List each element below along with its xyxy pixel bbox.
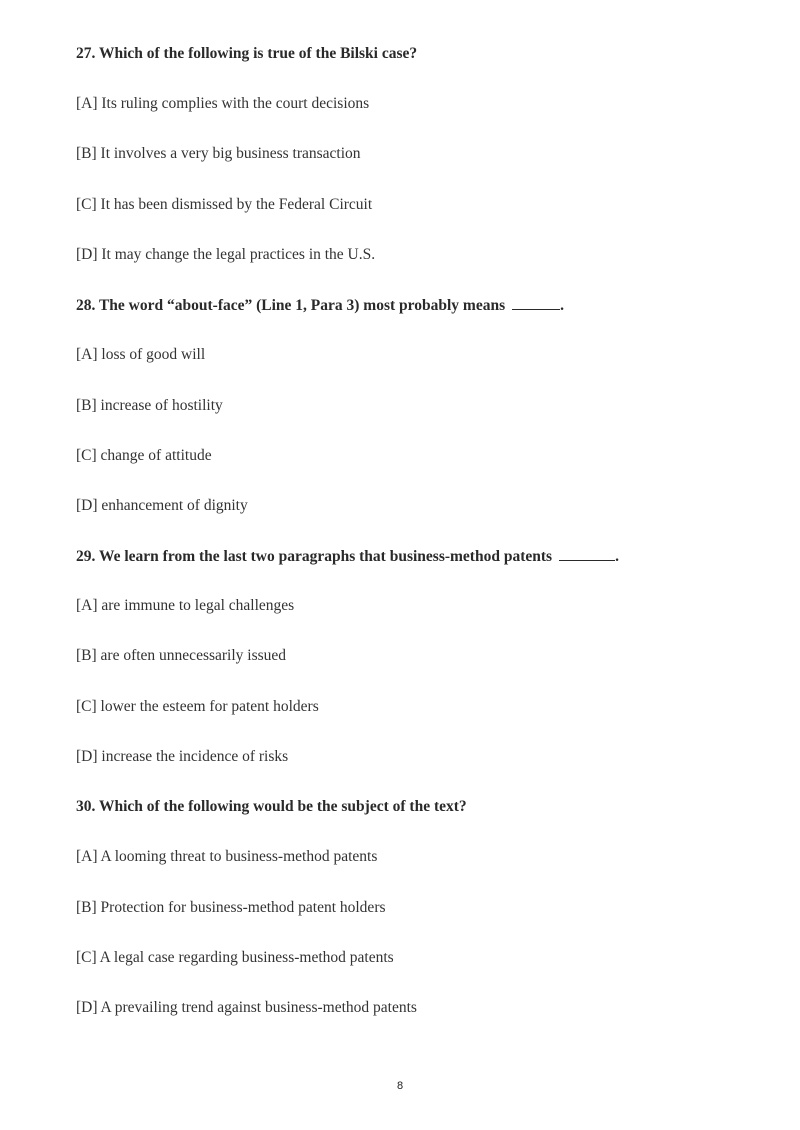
question-30-option-b: [B] Protection for business-method patent holders	[76, 899, 386, 916]
question-27-option-c: [C] It has been dismissed by the Federal Circuit	[76, 196, 373, 213]
question-30-text: 30. Which of the following would be the subject of the text?	[76, 798, 467, 815]
question-27-option-d: [D] It may change the legal practices in the U.S.	[76, 246, 376, 263]
question-29-option-b: [B] are often unnecessarily issued	[76, 647, 287, 664]
question-29-text: 29. We learn from the last two paragraphs that business-method patents	[76, 548, 553, 565]
question-29-option-a: [A] are immune to legal challenges	[76, 597, 295, 614]
answer-blank	[512, 295, 560, 310]
question-28-option-a: [A] loss of good will	[76, 346, 206, 363]
question-28-period: .	[560, 297, 564, 314]
question-27-text: 27. Which of the following is true of the Bilski case?	[76, 45, 418, 62]
question-29-option-c: [C] lower the esteem for patent holders	[76, 698, 319, 715]
question-27-option-a: [A] Its ruling complies with the court decisions	[76, 95, 370, 112]
question-28-option-c: [C] change of attitude	[76, 447, 212, 464]
answer-blank	[559, 546, 615, 561]
question-28-stem	[76, 295, 564, 316]
question-29-period: .	[615, 548, 619, 565]
question-30-option-c: [C] A legal case regarding business-method patents	[76, 949, 394, 966]
question-30-option-a: [A] A looming threat to business-method patents	[76, 848, 378, 865]
question-28-option-d: [D] enhancement of dignity	[76, 497, 248, 514]
question-28-text: 28. The word “about-face” (Line 1, Para 3) most probably means	[76, 297, 506, 314]
question-27-option-b: [B] It involves a very big business transaction	[76, 145, 361, 162]
question-29-option-d: [D] increase the incidence of risks	[76, 748, 289, 765]
question-29-stem	[76, 546, 619, 567]
question-30-option-d: [D] A prevailing trend against business-method patents	[76, 999, 417, 1016]
question-30-stem	[76, 797, 467, 817]
question-28-option-b: [B] increase of hostility	[76, 397, 223, 414]
question-27-stem	[76, 44, 417, 64]
page-number: 8	[396, 1080, 404, 1092]
